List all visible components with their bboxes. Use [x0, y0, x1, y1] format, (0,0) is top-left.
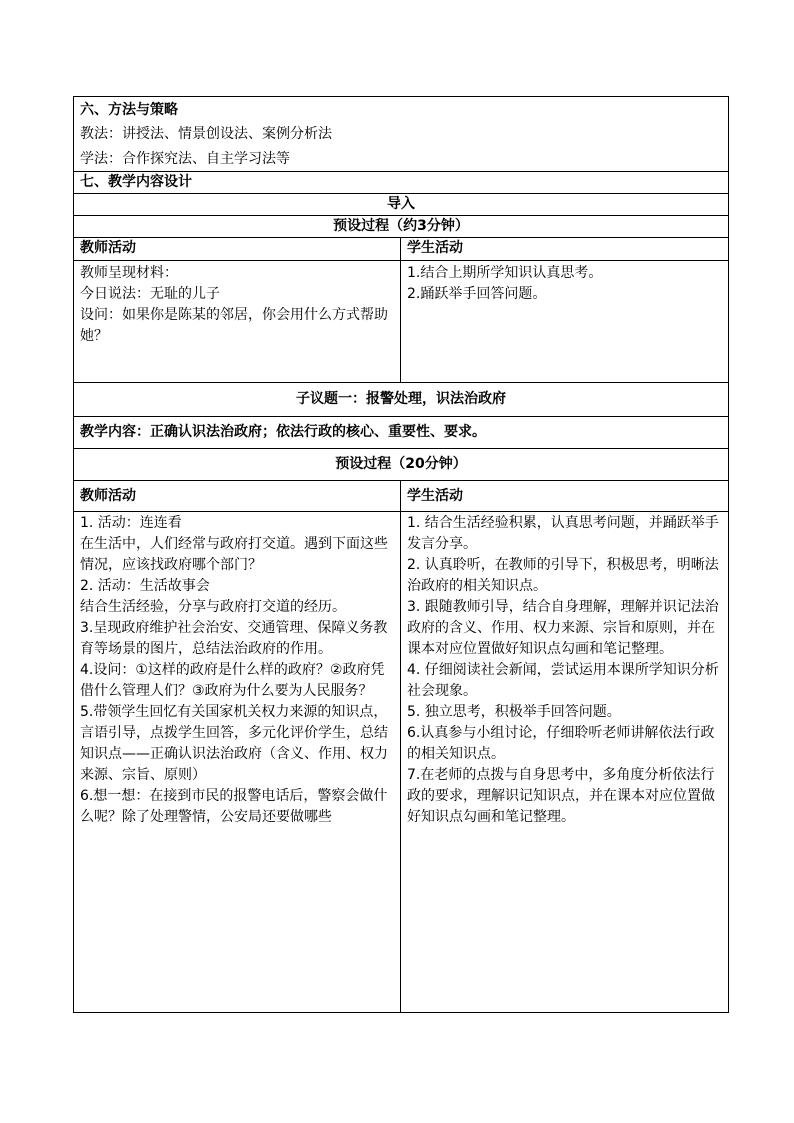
sub1-teacher-item-7: 5.带领学生回忆有关国家机关权力来源的知识点，言语引导，点拨学生回答，多元化评价学生，总结知识点——正确认识法治政府（含义、作用、权力来源、宗旨、原则） — [80, 704, 388, 783]
sub1-title: 子议题一：报警处理，识法治政府 — [74, 383, 729, 417]
intro-teacher-cell — [74, 261, 401, 383]
intro-teacher-header: 教师活动 — [74, 238, 401, 261]
sub1-student-item-7: 7.在老师的点拨与自身思考中，多角度分析依法行政的要求，理解识记知识点，并在课本对应位置做好知识点勾画和笔记整理。 — [407, 767, 715, 825]
design-heading-row — [74, 172, 729, 194]
intro-header-row — [74, 238, 729, 261]
sub1-student-item-2: 2. 认真聆听，在教师的引导下，积极思考，明晰法治政府的相关知识点。 — [407, 557, 719, 594]
sub1-teacher-item-4: 结合生活经验，分享与政府打交道的经历。 — [80, 599, 346, 615]
sub1-student-item-3: 3. 跟随教师引导，结合自身理解，理解并识记法治政府的含义、作用、权力来源、宗旨和原则，并在课本对应位置做好知识点勾画和笔记整理。 — [407, 599, 719, 657]
intro-student-header: 学生活动 — [401, 238, 729, 261]
sub1-student-header: 学生活动 — [401, 481, 729, 512]
intro-student-cell — [401, 261, 729, 383]
sub1-teacher-item-1: 1. 活动：连连看 — [80, 515, 182, 531]
intro-process: 预设过程（约3分钟） — [74, 216, 729, 238]
sub1-teacher-item-8: 6.想一想：在接到市民的报警电话后，警察会做什么呢？除了处理警情，公安局还要做哪些 — [80, 788, 388, 825]
sub1-teacher-item-6: 4.设问：①这样的政府是什么样的政府？②政府凭借什么管理人们？③政府为什么要为人民服务？ — [80, 662, 385, 699]
sub1-activity-row — [74, 512, 729, 1013]
intro-activity-row — [74, 261, 729, 383]
sub1-teacher-cell — [74, 512, 401, 1013]
sub1-title-row — [74, 383, 729, 417]
intro-student-line-2: 2.踊跃举手回答问题。 — [407, 286, 547, 302]
intro-process-row — [74, 216, 729, 238]
sub1-content-row — [74, 417, 729, 449]
intro-student-line-1: 1.结合上期所学知识认真思考。 — [407, 265, 603, 281]
sub1-header-row — [74, 481, 729, 512]
teaching-methods: 教法：讲授法、情景创设法、案例分析法 — [80, 126, 332, 142]
sub1-content: 教学内容：正确认识法治政府；依法行政的核心、重要性、要求。 — [74, 417, 729, 449]
method-cell — [74, 97, 729, 172]
sub1-process-row — [74, 449, 729, 481]
sub1-teacher-item-3: 2. 活动：生活故事会 — [80, 578, 210, 594]
sub1-teacher-item-2: 在生活中，人们经常与政府打交道。遇到下面这些情况，应该找政府哪个部门？ — [80, 536, 388, 573]
intro-teacher-line-2: 今日说法：无耻的儿子 — [80, 286, 220, 302]
lesson-plan-table — [73, 96, 729, 1013]
sub1-teacher-item-5: 3.呈现政府维护社会治安、交通管理、保障义务教育等场景的图片，总结法治政府的作用。 — [80, 620, 388, 657]
intro-title: 导入 — [74, 194, 729, 216]
learning-methods: 学法：合作探究法、自主学习法等 — [80, 151, 290, 167]
intro-teacher-line-3: 设问：如果你是陈某的邻居，你会用什么方式帮助她？ — [80, 307, 388, 344]
sub1-teacher-header: 教师活动 — [74, 481, 401, 512]
intro-teacher-line-1: 教师呈现材料： — [80, 265, 178, 281]
sub1-student-item-4: 4. 仔细阅读社会新闻，尝试运用本课所学知识分析社会现象。 — [407, 662, 719, 699]
sub1-student-item-6: 6.认真参与小组讨论，仔细聆听老师讲解依法行政的相关知识点。 — [407, 725, 715, 762]
sub1-process: 预设过程（20分钟） — [74, 449, 729, 481]
method-heading: 六、方法与策略 — [80, 102, 178, 118]
method-row — [74, 97, 729, 172]
intro-title-row — [74, 194, 729, 216]
sub1-student-item-5: 5. 独立思考，积极举手回答问题。 — [407, 704, 621, 720]
sub1-student-item-1: 1. 结合生活经验积累，认真思考问题，并踊跃举手发言分享。 — [407, 515, 719, 552]
sub1-student-cell — [401, 512, 729, 1013]
design-heading: 七、教学内容设计 — [74, 172, 729, 194]
